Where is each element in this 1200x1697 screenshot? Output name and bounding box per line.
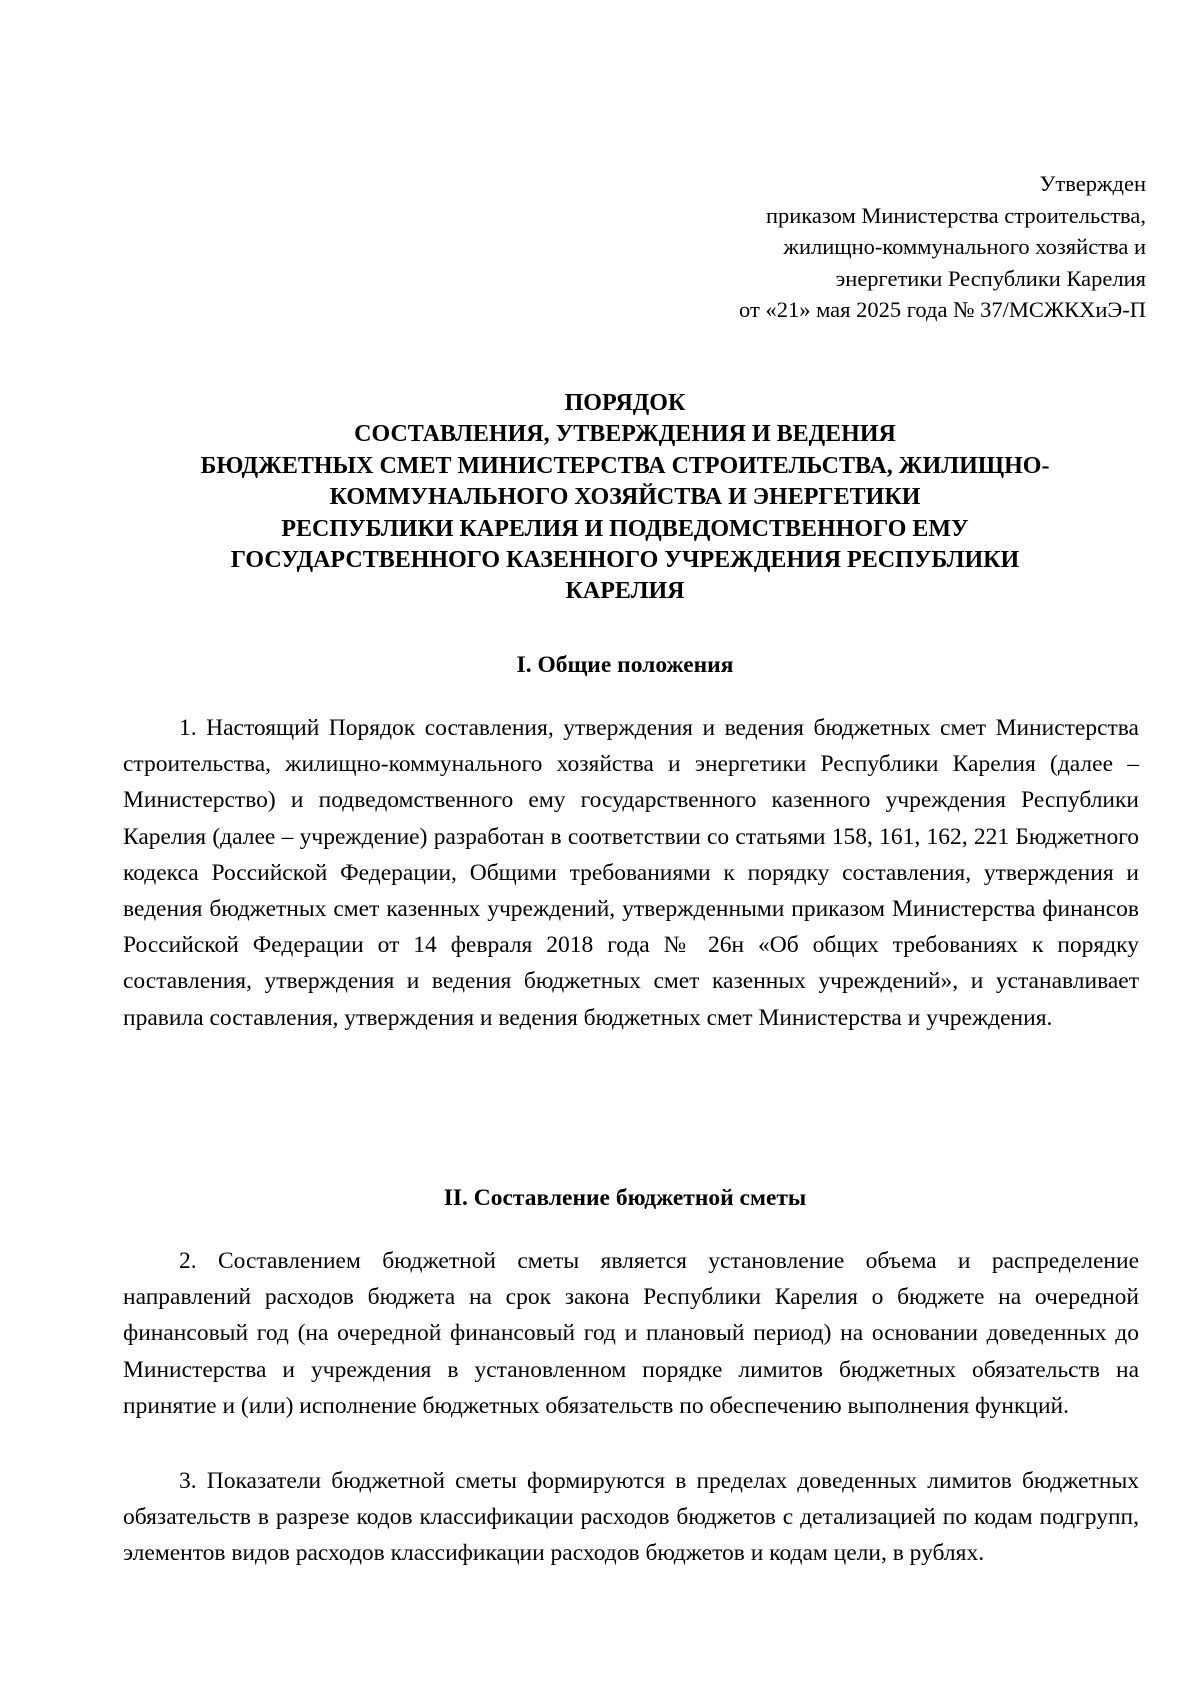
title-line: КОММУНАЛЬНОГО ХОЗЯЙСТВА И ЭНЕРГЕТИКИ <box>329 484 921 511</box>
title-line: БЮДЖЕТНЫХ СМЕТ МИНИСТЕРСТВА СТРОИТЕЛЬСТВА, ЖИЛИЩНО- <box>200 452 1050 479</box>
title-line: ГОСУДАРСТВЕННОГО КАЗЕННОГО УЧРЕЖДЕНИЯ РЕСПУБЛИКИ <box>230 547 1020 574</box>
approval-line: Утвержден <box>1039 171 1146 196</box>
paragraph-2: 2. Составлением бюджетной сметы является установление объема и распределение направлений расходов бюджета на срок закона Республики Карелия о бюджете на очередной финансовый год (на очередной финансовый год и плановый период) на основании доведенных до Министерства и учреждения в установленном порядке лимитов бюджетных обязательств на принятие и (или) исполнение бюджетных обязательств по обеспечению выполнения функций. <box>123 1248 1139 1419</box>
section-heading-general: I. Общие положения <box>516 652 734 678</box>
approval-block <box>739 168 1146 326</box>
approval-line: жилищно-коммунального хозяйства и <box>783 234 1146 259</box>
approval-line: энергетики Республики Карелия <box>835 265 1146 291</box>
title-line: КАРЕЛИЯ <box>565 578 685 605</box>
approval-line: от «21» мая 2025 года № 37/МСЖКХиЭ-П <box>739 297 1146 322</box>
document-title <box>110 388 1140 608</box>
approval-line: приказом Министерства строительства, <box>766 202 1146 228</box>
section-heading-budget-estimate: II. Составление бюджетной сметы <box>443 1185 807 1211</box>
paragraph-1: 1. Настоящий Порядок составления, утверждения и ведения бюджетных смет Министерства строительства, жилищно-коммунального хозяйства и энергетики Республики Карелия (далее – Министерство) и подведомственного ему государственного казенного учреждения Республики Карелия (далее – учреждение) разработан в соответствии со статьями 158, 161, 162, 221 Бюджетного кодекса Российской Федерации, Общими требованиями к порядку составления, утверждения и ведения бюджетных смет казенных учреждений, утвержденными приказом Министерства финансов Российской Федерации от 14 февраля 2018 года № 26н «Об общих требованиях к порядку составления, утверждения и ведения бюджетных смет казенных учреждений», и устанавливает правила составления, утверждения и ведения бюджетных смет Министерства и учреждения. <box>123 715 1139 1031</box>
title-line: СОСТАВЛЕНИЯ, УТВЕРЖДЕНИЯ И ВЕДЕНИЯ <box>354 421 896 448</box>
title-line: ПОРЯДОК <box>564 390 686 416</box>
title-line: РЕСПУБЛИКИ КАРЕЛИЯ И ПОДВЕДОМСТВЕННОГО ЕМУ <box>281 515 969 542</box>
paragraph-3: 3. Показатели бюджетной сметы формируются в пределах доведенных лимитов бюджетных обязательств в разрезе кодов классификации расходов бюджетов с детализацией по кодам подгрупп, элементов видов расходов классификации расходов бюджетов и кодам цели, в рублях. <box>123 1468 1139 1567</box>
